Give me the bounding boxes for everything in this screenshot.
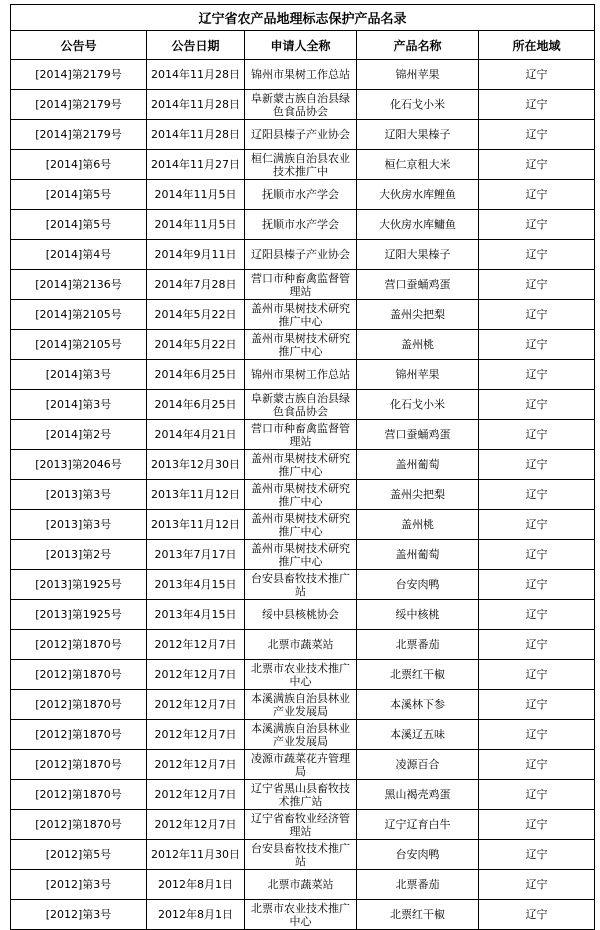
cell-announcement-date: 2014年9月11日: [147, 240, 245, 270]
cell-product-name: 台安肉鸭: [357, 570, 479, 600]
header-applicant: 申请人全称: [245, 31, 357, 60]
cell-announcement-no: [2013]第1925号: [11, 570, 147, 600]
table-row: [11, 210, 595, 240]
cell-region: 辽宁: [479, 870, 595, 900]
catalog-table: [10, 4, 595, 930]
cell-announcement-date: 2014年11月28日: [147, 90, 245, 120]
cell-announcement-no: [2014]第3号: [11, 390, 147, 420]
cell-announcement-date: 2012年8月1日: [147, 870, 245, 900]
cell-announcement-no: [2014]第2179号: [11, 120, 147, 150]
cell-product-name: 绥中核桃: [357, 600, 479, 630]
cell-applicant: 营口市种畜禽监督管理站: [245, 270, 357, 300]
table-row: [11, 330, 595, 360]
table-row: [11, 420, 595, 450]
table-row: [11, 360, 595, 390]
cell-announcement-no: [2014]第4号: [11, 240, 147, 270]
cell-product-name: 盖州尖把梨: [357, 480, 479, 510]
cell-product-name: 北票红干椒: [357, 660, 479, 690]
cell-region: 辽宁: [479, 360, 595, 390]
cell-announcement-no: [2014]第2105号: [11, 300, 147, 330]
cell-product-name: 辽阳大果榛子: [357, 240, 479, 270]
header-announcement-date: 公告日期: [147, 31, 245, 60]
cell-applicant: 盖州市果树技术研究推广中心: [245, 450, 357, 480]
cell-announcement-no: [2013]第2046号: [11, 450, 147, 480]
cell-announcement-no: [2014]第2136号: [11, 270, 147, 300]
cell-announcement-no: [2012]第1870号: [11, 660, 147, 690]
cell-applicant: 桓仁满族自治县农业技术推广中: [245, 150, 357, 180]
cell-region: 辽宁: [479, 240, 595, 270]
cell-announcement-date: 2012年8月1日: [147, 900, 245, 930]
cell-announcement-date: 2012年12月7日: [147, 780, 245, 810]
cell-region: 辽宁: [479, 840, 595, 870]
cell-region: 辽宁: [479, 330, 595, 360]
cell-announcement-date: 2014年11月5日: [147, 210, 245, 240]
cell-announcement-no: [2012]第5号: [11, 840, 147, 870]
table-row: [11, 870, 595, 900]
cell-announcement-date: 2014年7月28日: [147, 270, 245, 300]
cell-announcement-date: 2014年5月22日: [147, 330, 245, 360]
table-row: [11, 840, 595, 870]
cell-region: 辽宁: [479, 570, 595, 600]
cell-announcement-no: [2013]第3号: [11, 510, 147, 540]
table-row: [11, 750, 595, 780]
cell-region: 辽宁: [479, 390, 595, 420]
cell-announcement-date: 2014年11月28日: [147, 60, 245, 90]
cell-announcement-no: [2014]第5号: [11, 180, 147, 210]
cell-announcement-date: 2013年7月17日: [147, 540, 245, 570]
cell-applicant: 辽宁省黑山县畜牧技术推广站: [245, 780, 357, 810]
cell-applicant: 辽阳县榛子产业协会: [245, 120, 357, 150]
table-row: [11, 120, 595, 150]
cell-region: 辽宁: [479, 510, 595, 540]
cell-product-name: 辽宁辽育白牛: [357, 810, 479, 840]
cell-applicant: 北票市农业技术推广中心: [245, 900, 357, 930]
cell-announcement-date: 2012年12月7日: [147, 630, 245, 660]
cell-product-name: 本溪林下参: [357, 690, 479, 720]
cell-applicant: 台安县畜牧技术推广站: [245, 840, 357, 870]
cell-region: 辽宁: [479, 690, 595, 720]
cell-applicant: 盖州市果树技术研究推广中心: [245, 330, 357, 360]
cell-announcement-no: [2012]第1870号: [11, 750, 147, 780]
cell-announcement-date: 2012年12月7日: [147, 660, 245, 690]
cell-region: 辽宁: [479, 210, 595, 240]
cell-announcement-no: [2014]第2179号: [11, 60, 147, 90]
header-row: [11, 31, 595, 60]
cell-product-name: 锦州苹果: [357, 360, 479, 390]
cell-region: 辽宁: [479, 120, 595, 150]
product-catalog-sheet: [10, 4, 594, 930]
cell-applicant: 北票市蔬菜站: [245, 870, 357, 900]
table-row: [11, 300, 595, 330]
cell-region: 辽宁: [479, 180, 595, 210]
table-row: [11, 540, 595, 570]
cell-announcement-date: 2012年11月30日: [147, 840, 245, 870]
cell-product-name: 营口蚕蛹鸡蛋: [357, 420, 479, 450]
cell-applicant: 抚顺市水产学会: [245, 180, 357, 210]
table-row: [11, 450, 595, 480]
cell-announcement-no: [2014]第3号: [11, 360, 147, 390]
cell-announcement-date: 2014年4月21日: [147, 420, 245, 450]
cell-region: 辽宁: [479, 540, 595, 570]
cell-region: 辽宁: [479, 810, 595, 840]
table-row: [11, 630, 595, 660]
table-row: [11, 660, 595, 690]
cell-announcement-no: [2014]第2号: [11, 420, 147, 450]
cell-announcement-date: 2012年12月7日: [147, 690, 245, 720]
cell-applicant: 北票市农业技术推广中心: [245, 660, 357, 690]
cell-region: 辽宁: [479, 720, 595, 750]
table-body: [11, 60, 595, 930]
cell-product-name: 盖州桃: [357, 330, 479, 360]
cell-applicant: 本溪满族自治县林业产业发展局: [245, 720, 357, 750]
cell-applicant: 抚顺市水产学会: [245, 210, 357, 240]
table-row: [11, 570, 595, 600]
table-row: [11, 510, 595, 540]
cell-product-name: 大伙房水库鳙鱼: [357, 210, 479, 240]
cell-applicant: 凌源市蔬菜花卉管理局: [245, 750, 357, 780]
cell-region: 辽宁: [479, 630, 595, 660]
cell-region: 辽宁: [479, 450, 595, 480]
cell-announcement-no: [2014]第2179号: [11, 90, 147, 120]
cell-applicant: 绥中县核桃协会: [245, 600, 357, 630]
cell-announcement-date: 2014年11月27日: [147, 150, 245, 180]
cell-announcement-no: [2014]第6号: [11, 150, 147, 180]
cell-region: 辽宁: [479, 150, 595, 180]
cell-product-name: 台安肉鸭: [357, 840, 479, 870]
cell-region: 辽宁: [479, 780, 595, 810]
table-row: [11, 180, 595, 210]
cell-announcement-date: 2013年12月30日: [147, 450, 245, 480]
table-row: [11, 240, 595, 270]
cell-product-name: 盖州桃: [357, 510, 479, 540]
cell-applicant: 辽宁省畜牧业经济管理站: [245, 810, 357, 840]
cell-region: 辽宁: [479, 90, 595, 120]
cell-announcement-date: 2014年5月22日: [147, 300, 245, 330]
cell-announcement-no: [2013]第3号: [11, 480, 147, 510]
cell-region: 辽宁: [479, 60, 595, 90]
cell-applicant: 锦州市果树工作总站: [245, 360, 357, 390]
cell-announcement-no: [2014]第2105号: [11, 330, 147, 360]
cell-announcement-no: [2012]第1870号: [11, 690, 147, 720]
cell-applicant: 盖州市果树技术研究推广中心: [245, 510, 357, 540]
cell-product-name: 辽阳大果榛子: [357, 120, 479, 150]
cell-announcement-no: [2013]第1925号: [11, 600, 147, 630]
cell-announcement-date: 2013年4月15日: [147, 570, 245, 600]
cell-product-name: 营口蚕蛹鸡蛋: [357, 270, 479, 300]
cell-product-name: 大伙房水库鲤鱼: [357, 180, 479, 210]
cell-announcement-date: 2013年11月12日: [147, 510, 245, 540]
table-row: [11, 150, 595, 180]
cell-product-name: 锦州苹果: [357, 60, 479, 90]
cell-applicant: 本溪满族自治县林业产业发展局: [245, 690, 357, 720]
cell-announcement-date: 2012年12月7日: [147, 810, 245, 840]
cell-announcement-no: [2012]第3号: [11, 870, 147, 900]
cell-applicant: 阜新蒙古族自治县绿色食品协会: [245, 90, 357, 120]
cell-product-name: 盖州葡萄: [357, 450, 479, 480]
cell-announcement-date: 2014年6月25日: [147, 390, 245, 420]
header-product-name: 产品名称: [357, 31, 479, 60]
table-row: [11, 480, 595, 510]
table-row: [11, 690, 595, 720]
cell-product-name: 化石戈小米: [357, 390, 479, 420]
cell-product-name: 本溪辽五味: [357, 720, 479, 750]
cell-announcement-date: 2014年11月5日: [147, 180, 245, 210]
cell-announcement-no: [2012]第1870号: [11, 630, 147, 660]
table-row: [11, 810, 595, 840]
cell-announcement-no: [2012]第1870号: [11, 720, 147, 750]
cell-product-name: 北票番茄: [357, 870, 479, 900]
cell-product-name: 凌源百合: [357, 750, 479, 780]
cell-announcement-no: [2014]第5号: [11, 210, 147, 240]
cell-region: 辽宁: [479, 420, 595, 450]
cell-product-name: 盖州葡萄: [357, 540, 479, 570]
cell-announcement-date: 2012年12月7日: [147, 750, 245, 780]
cell-announcement-date: 2013年4月15日: [147, 600, 245, 630]
header-announcement-no: 公告号: [11, 31, 147, 60]
table-row: [11, 390, 595, 420]
cell-region: 辽宁: [479, 900, 595, 930]
cell-applicant: 营口市种畜禽监督管理站: [245, 420, 357, 450]
cell-applicant: 盖州市果树技术研究推广中心: [245, 540, 357, 570]
table-title: 辽宁省农产品地理标志保护产品名录: [11, 5, 595, 31]
cell-region: 辽宁: [479, 480, 595, 510]
cell-product-name: 化石戈小米: [357, 90, 479, 120]
table-row: [11, 270, 595, 300]
table-row: [11, 780, 595, 810]
cell-applicant: 台安县畜牧技术推广站: [245, 570, 357, 600]
cell-region: 辽宁: [479, 660, 595, 690]
cell-announcement-no: [2013]第2号: [11, 540, 147, 570]
cell-region: 辽宁: [479, 750, 595, 780]
cell-announcement-date: 2013年11月12日: [147, 480, 245, 510]
cell-product-name: 桓仁京租大米: [357, 150, 479, 180]
cell-applicant: 盖州市果树技术研究推广中心: [245, 300, 357, 330]
cell-region: 辽宁: [479, 300, 595, 330]
cell-product-name: 北票番茄: [357, 630, 479, 660]
cell-applicant: 阜新蒙古族自治县绿色食品协会: [245, 390, 357, 420]
cell-announcement-date: 2014年6月25日: [147, 360, 245, 390]
cell-announcement-no: [2012]第3号: [11, 900, 147, 930]
cell-applicant: 辽阳县榛子产业协会: [245, 240, 357, 270]
cell-product-name: 北票红干椒: [357, 900, 479, 930]
cell-region: 辽宁: [479, 270, 595, 300]
cell-region: 辽宁: [479, 600, 595, 630]
cell-announcement-date: 2014年11月28日: [147, 120, 245, 150]
cell-announcement-no: [2012]第1870号: [11, 810, 147, 840]
cell-product-name: 黑山褐壳鸡蛋: [357, 780, 479, 810]
cell-announcement-no: [2012]第1870号: [11, 780, 147, 810]
table-row: [11, 720, 595, 750]
table-row: [11, 60, 595, 90]
cell-applicant: 盖州市果树技术研究推广中心: [245, 480, 357, 510]
table-row: [11, 900, 595, 930]
cell-announcement-date: 2012年12月7日: [147, 720, 245, 750]
table-row: [11, 90, 595, 120]
table-row: [11, 600, 595, 630]
header-region: 所在地域: [479, 31, 595, 60]
cell-applicant: 北票市蔬菜站: [245, 630, 357, 660]
cell-applicant: 锦州市果树工作总站: [245, 60, 357, 90]
cell-product-name: 盖州尖把梨: [357, 300, 479, 330]
